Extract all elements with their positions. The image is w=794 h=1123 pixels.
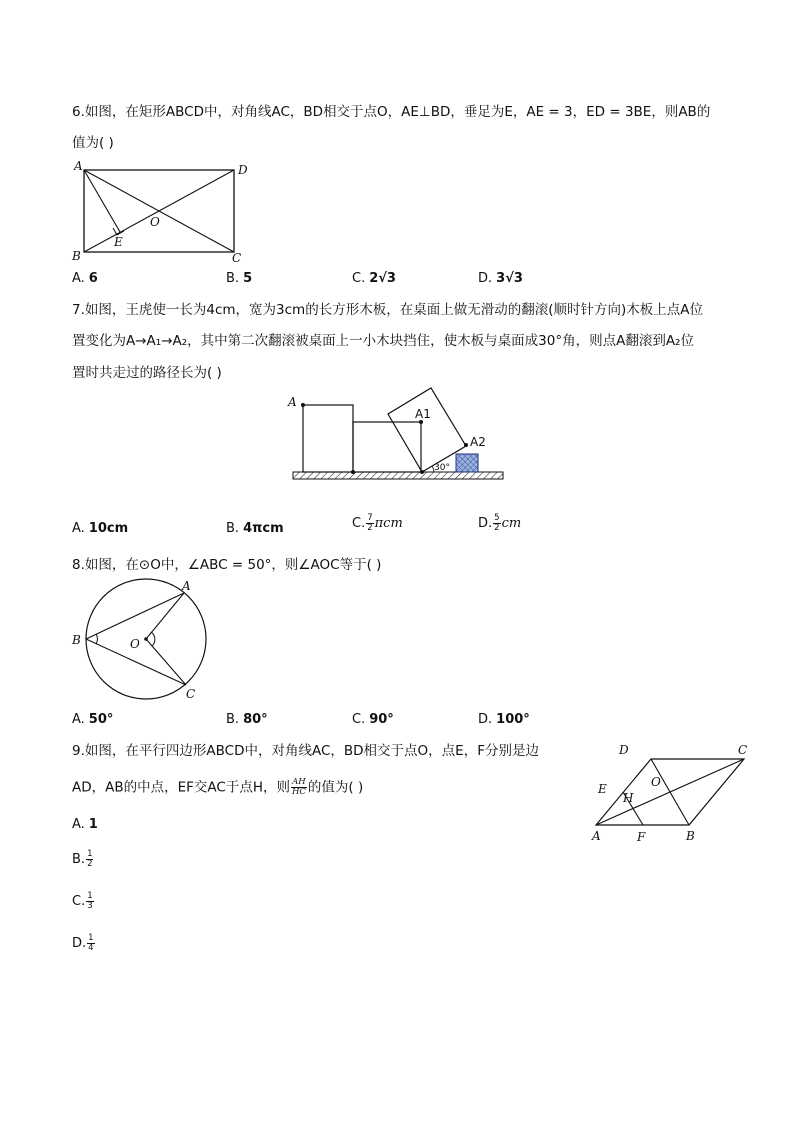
label-c: C — [186, 687, 196, 701]
option-label: D. — [72, 936, 87, 951]
fraction-denominator: 2 — [494, 523, 500, 533]
fraction-denominator: 2 — [367, 523, 373, 533]
option-value: 50° — [88, 712, 114, 727]
option-fraction — [493, 514, 500, 533]
option-fraction — [86, 850, 93, 869]
option-label: B. — [226, 712, 240, 727]
q6-stem-line1: 6.如图，在矩形ABCD中，对角线AC，BD相交于点O，AE⊥BD，垂足为E，AE = 3，ED = 3BE，则AB的 — [72, 104, 711, 120]
q8-option-d[interactable] — [478, 711, 530, 729]
q7-option-c[interactable] — [352, 514, 403, 533]
fraction-denominator: HC — [292, 787, 306, 797]
label-c: C — [738, 743, 748, 757]
q7-stem-line2: 置变化为A→A₁→A₂，其中第二次翻滚被桌面上一小木块挡住，使木板与桌面成30°角，则点A翻滚到A₂位 — [72, 333, 694, 349]
q7-stem-line3: 置时共走过的路径长为( ) — [72, 365, 222, 381]
q9-option-a[interactable] — [72, 816, 98, 834]
fraction-numerator: 5 — [494, 513, 500, 523]
label-a: A — [182, 579, 191, 593]
option-label: C. — [352, 712, 366, 727]
label-h: H — [623, 791, 634, 805]
option-value: 10cm — [88, 521, 129, 536]
label-a: A — [592, 829, 601, 843]
label-o: O — [130, 637, 140, 651]
option-label: C. — [352, 516, 366, 531]
fraction-numerator: 1 — [87, 891, 93, 901]
point-a — [301, 403, 305, 407]
label-a1: A1 — [415, 407, 431, 421]
option-label: A. — [72, 712, 85, 727]
stem-text: AD，AB的中点，EF交AC于点H，则 — [72, 779, 290, 796]
option-value: πcm — [374, 516, 403, 531]
q9-stem-line2 — [72, 778, 363, 797]
point-a2 — [464, 443, 468, 447]
fraction-numerator: 7 — [367, 513, 373, 523]
label-b: B — [72, 633, 81, 647]
q6-stem-line2: 值为( ) — [72, 135, 114, 151]
option-label: B. — [72, 852, 86, 867]
angle-label: 30° — [434, 463, 450, 473]
fraction-numerator: 1 — [88, 933, 94, 943]
q6-option-c[interactable] — [352, 270, 396, 288]
q6-option-b[interactable] — [226, 270, 252, 288]
option-value: 100° — [496, 712, 530, 727]
option-value: 2√3 — [369, 271, 396, 286]
q6-option-d[interactable] — [478, 270, 523, 288]
label-o: O — [651, 775, 661, 789]
option-label: A. — [72, 817, 85, 832]
fraction-denominator: 3 — [87, 901, 93, 911]
board-second-roll — [388, 388, 466, 472]
wooden-block — [456, 454, 478, 472]
option-label: B. — [226, 521, 240, 536]
option-value: 80° — [243, 712, 268, 727]
option-value: 5 — [243, 271, 253, 286]
q7-option-a[interactable] — [72, 520, 128, 538]
board-initial — [303, 405, 353, 472]
option-label: A. — [72, 521, 85, 536]
q7-stem-line1: 7.如图，王虎使一长为4cm，宽为3cm的长方形木板，在桌面上做无滑动的翻滚(顺时针方向)木板上点A位 — [72, 302, 703, 318]
label-e: E — [598, 782, 607, 796]
option-label: C. — [72, 894, 86, 909]
option-value: 3√3 — [496, 271, 523, 286]
option-label: B. — [226, 271, 240, 286]
label-a2: A2 — [470, 435, 486, 449]
option-label: A. — [72, 271, 85, 286]
q8-option-c[interactable] — [352, 711, 394, 729]
q6-rectangle-figure — [68, 156, 258, 266]
center-point — [144, 637, 148, 641]
label-b: B — [686, 829, 695, 843]
stem-text: 的值为( ) — [307, 779, 364, 796]
q8-circle-figure — [66, 574, 216, 704]
q7-option-d[interactable] — [478, 514, 521, 533]
option-fraction — [86, 892, 93, 911]
angle-o-arc — [151, 632, 155, 646]
label-a: A — [288, 395, 297, 409]
option-value: 4πcm — [243, 521, 284, 536]
fraction-numerator: AH — [292, 777, 306, 787]
label-b: B — [72, 249, 81, 263]
q9-parallelogram-figure — [586, 738, 748, 844]
option-fraction — [87, 934, 94, 953]
angle-b-arc — [96, 634, 97, 644]
option-value: cm — [501, 516, 522, 531]
option-label: D. — [478, 712, 493, 727]
q8-stem-line1: 8.如图，在⊙O中，∠ABC = 50°，则∠AOC等于( ) — [72, 557, 382, 573]
option-label: D. — [478, 516, 493, 531]
label-a: A — [74, 159, 83, 173]
option-label: C. — [352, 271, 366, 286]
fraction-numerator: 1 — [87, 849, 93, 859]
q8-option-b[interactable] — [226, 711, 268, 729]
option-value: 1 — [88, 817, 98, 832]
q7-board-figure — [284, 388, 512, 488]
label-o: O — [150, 215, 160, 229]
option-value: 90° — [369, 712, 394, 727]
q9-option-d[interactable] — [72, 934, 96, 953]
label-e: E — [114, 235, 123, 249]
table-surface — [293, 472, 503, 479]
label-d: D — [238, 163, 248, 177]
board-first-roll — [353, 422, 421, 472]
ratio-fraction — [291, 778, 307, 797]
label-f: F — [637, 830, 646, 844]
q9-option-b[interactable] — [72, 850, 94, 869]
fraction-denominator: 4 — [88, 943, 94, 953]
label-d: D — [619, 743, 629, 757]
fraction-denominator: 2 — [87, 859, 93, 869]
q7-option-b[interactable] — [226, 520, 284, 538]
q9-stem-line1: 9.如图，在平行四边形ABCD中，对角线AC，BD相交于点O，点E，F分别是边 — [72, 743, 539, 759]
diagonal-bd — [651, 759, 689, 825]
q8-option-a[interactable] — [72, 711, 113, 729]
option-fraction — [366, 514, 373, 533]
q6-option-a[interactable] — [72, 270, 98, 288]
label-c: C — [232, 251, 242, 265]
q9-option-c[interactable] — [72, 892, 95, 911]
option-value: 6 — [88, 271, 98, 286]
option-label: D. — [478, 271, 493, 286]
